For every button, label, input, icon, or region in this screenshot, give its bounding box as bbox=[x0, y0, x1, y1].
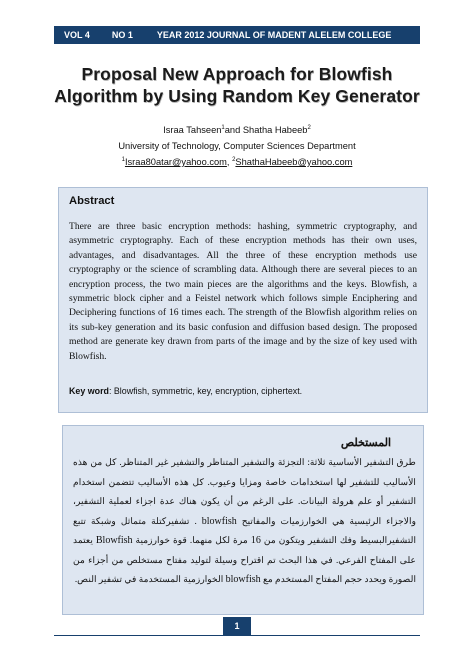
keywords-label: Key word bbox=[69, 386, 109, 396]
arabic-text-4: يعتمد على المفتاح الفرعي. في هذا البحث تم اقتراح وسيلة لتوليد مفتاح مستخلص من أجزاء من الصورة ويحدد حجم المفتاح المستخدم مع bbox=[73, 535, 416, 584]
arabic-text-2: . تشفيركتلة متماثل وشبكة تتبع التشفيرالبسيط وفك التشفير ويتكون من bbox=[73, 515, 416, 545]
email-separator: , bbox=[226, 157, 233, 167]
email-2-marker: 2 bbox=[232, 157, 236, 163]
title-line-2: Algorithm by Using Random Key Generator bbox=[54, 86, 420, 106]
keywords-list: : Blowfish, symmetric, key, encryption, ciphertext. bbox=[108, 386, 303, 396]
affiliation: University of Technology, Computer Sciences Department bbox=[118, 141, 356, 151]
arabic-latin-term-2: Blowfish bbox=[95, 535, 133, 546]
abstract-body: There are three basic encryption methods: hashing, symmetric cryptography, and asymmetric cryptography. Each of these encryption methods has their own uses, advantages, and disadvantages. All the three of these encryption methods use cryptography or the science of scrambling data. Although there are several pieces to an encryption process, the two main pieces are the algorithms and the keys. Blowfish, a symmetric block cipher and a Feistel network which follows simple Enciphering and Deciphering functions of 16 times each. The strength of the Blowfish algorithm relies on its sub-key generation and its basic confusion and diffusion based design. The proposed method are generate key drawn from parts of the image and by the size of key used with Blowfish. bbox=[69, 221, 417, 362]
arabic-abstract-heading: المستخلص bbox=[340, 437, 391, 449]
journal-header-bar bbox=[54, 26, 420, 44]
arabic-latin-term-3: blowfish bbox=[225, 574, 261, 585]
journal-name: YEAR 2012 JOURNAL OF MADENT ALELEM COLLEGE bbox=[156, 30, 392, 40]
author-emails bbox=[40, 154, 434, 170]
abstract-heading: Abstract bbox=[69, 195, 115, 207]
arabic-abstract-body bbox=[73, 453, 416, 590]
author-block bbox=[40, 122, 434, 170]
arabic-abstract-box bbox=[62, 425, 424, 615]
arabic-text-3: مرة لكل منهما. قوة خوارزمية bbox=[135, 535, 248, 545]
abstract-box bbox=[58, 187, 428, 413]
author-2-marker: 2 bbox=[307, 125, 311, 131]
arabic-text-1: طرق التشفير الأساسية ثلاثة: التجزئة والتشفير المتناظر والتشفير غير المتناظر. كل من هذه الأساليب للتشفير لها استخدامات خاصة ومزايا وعيوب. كل هذه الأساليب تتضمن استخدام التشفير أو علم هرولة البيانات. على الرغم من أن يكون هناك عدة اجزاء لعملية التشفير، والاجزاء الرئيسية هي الخوارزميات والمفاتيح bbox=[73, 457, 417, 526]
paper-title bbox=[40, 63, 434, 107]
title-line-1: Proposal New Approach for Blowfish bbox=[81, 64, 393, 84]
email-1-link[interactable]: Israa80atar@yahoo.com bbox=[124, 157, 227, 167]
arabic-number: 16 bbox=[250, 535, 261, 546]
arabic-latin-term-1: blowfish bbox=[201, 515, 237, 527]
arabic-text-5: الخوارزمية المستخدمة في تشفير النص. bbox=[74, 574, 224, 584]
footer-rule bbox=[54, 635, 420, 636]
author-names bbox=[40, 122, 434, 138]
keywords-line bbox=[69, 386, 302, 396]
issue-label: NO 1 bbox=[111, 30, 133, 40]
page-number: 1 bbox=[223, 617, 251, 635]
author-1: Israa Tahseen bbox=[163, 125, 222, 135]
email-2-link[interactable]: ShathaHabeeb@yahoo.com bbox=[235, 157, 353, 167]
author-1-marker: 1 bbox=[221, 125, 225, 131]
volume-label: VOL 4 bbox=[64, 30, 90, 40]
email-1-marker: 1 bbox=[121, 157, 125, 163]
author-2: and Shatha Habeeb bbox=[224, 125, 308, 135]
